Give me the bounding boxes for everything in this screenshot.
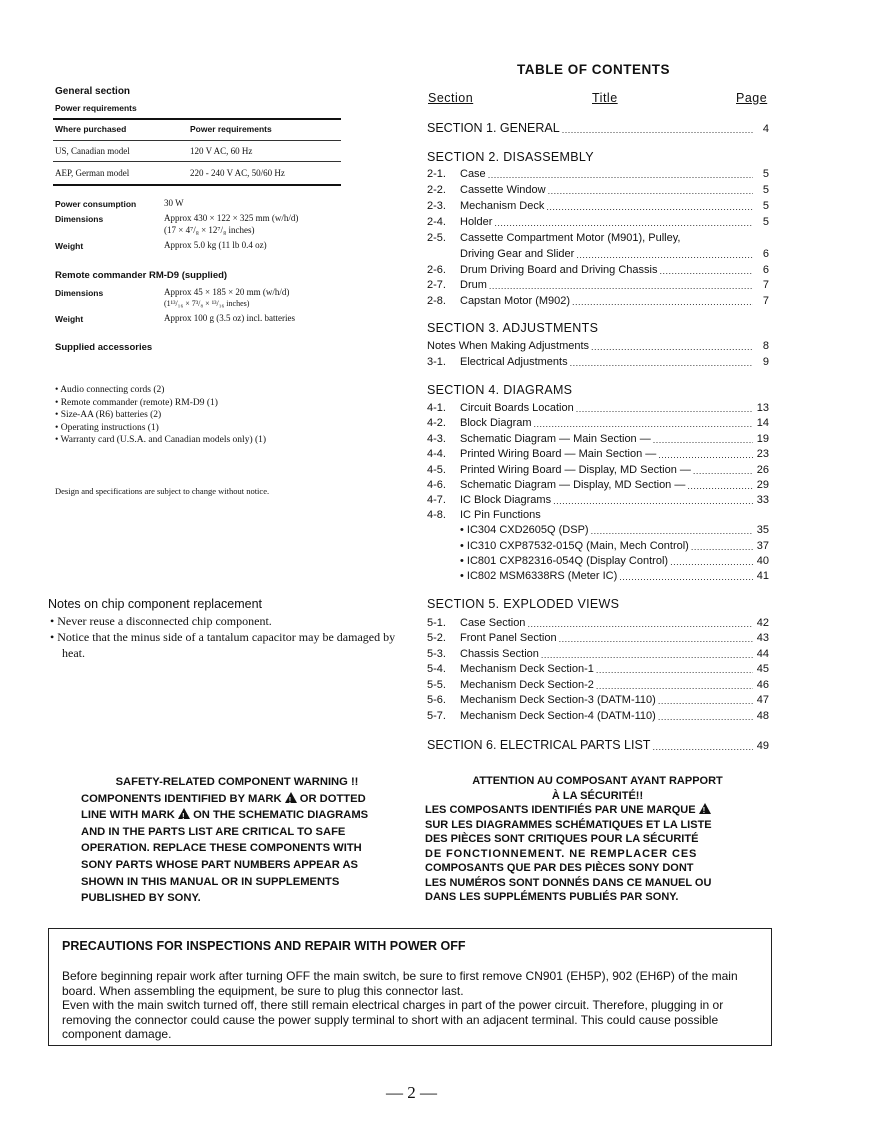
toc-entry-page: 8 — [762, 340, 769, 352]
remote-dimensions-label: Dimensions — [55, 288, 104, 298]
precautions-box — [48, 928, 772, 1046]
toc-entry-title: • IC802 MSM6338RS (Meter IC) — [460, 570, 618, 582]
toc-col-title: Title — [592, 91, 618, 105]
divider — [53, 161, 341, 162]
toc-entry[interactable] — [427, 181, 769, 196]
warning-triangle-icon — [178, 808, 190, 819]
leader-dots — [553, 496, 753, 506]
leader-dots — [591, 526, 753, 536]
toc-entry-number: 4-1. — [427, 402, 446, 414]
weight-label: Weight — [55, 241, 84, 251]
safety-warning-french: ATTENTION AU COMPOSANT AYANT RAPPORT À LA SÉCURITÉ!! LES COMPOSANTS IDENTIFIÉS PAR UNE MARQUE ! SUR LES DIAGRAMMES SCHÉMATIQUES ET LA LISTE DES PIÈCES SONT CRITIQUES POUR LA SÉCURITÉ DE FONCTIONNEMENT. NE REMPLACER CES COMPOSANTS QUE PAR DES PIÈCES SONY DONT LES NUMÉROS SONT DONNÉS DANS CE MANUEL OU DANS LES SUPPLÉMENTS PUBLIÉS PAR SONY. — [425, 774, 770, 905]
toc-entry-page: 44 — [756, 648, 769, 660]
toc-entry-number: 4-6. — [427, 479, 446, 491]
table-row-model: AEP, German model — [55, 168, 130, 178]
power-consumption-label: Power consumption — [55, 199, 137, 209]
leader-dots — [658, 450, 753, 460]
toc-entry-page: 14 — [756, 417, 769, 429]
toc-entry[interactable] — [427, 461, 769, 476]
warning-title: SAFETY-RELATED COMPONENT WARNING !! — [115, 776, 359, 788]
table-header-where: Where purchased — [55, 124, 127, 134]
accessories-heading: Supplied accessories — [55, 342, 153, 353]
toc-entry[interactable] — [427, 445, 769, 460]
toc-entry-page: 47 — [756, 694, 769, 706]
toc-entry[interactable] — [427, 337, 769, 352]
remote-dimensions-inches: (1¹³/₁₆ × 7³/₈ × ¹³/₁₆ inches) — [164, 299, 250, 308]
toc-entry-page: 26 — [756, 464, 769, 476]
leader-dots — [576, 404, 753, 414]
dimensions-value: Approx 430 × 122 × 325 mm (w/h/d) — [164, 213, 299, 223]
toc-entry[interactable] — [427, 430, 769, 445]
toc-entry-title: • IC310 CXP87532-015Q (Main, Mech Control) — [460, 540, 689, 552]
toc-entry-page: 41 — [756, 570, 769, 582]
toc-entry[interactable] — [427, 399, 769, 414]
toc-entry[interactable] — [427, 629, 769, 644]
toc-entry-title: Drum — [460, 279, 487, 291]
toc-entry-number: 2-1. — [427, 168, 446, 180]
leader-dots — [559, 634, 753, 644]
leader-dots — [652, 742, 753, 752]
warning-triangle-icon — [285, 792, 297, 803]
toc-entry-title: SECTION 6. ELECTRICAL PARTS LIST — [427, 738, 651, 752]
power-consumption-value: 30 W — [164, 198, 184, 208]
toc-entry-page: 29 — [756, 479, 769, 491]
toc-entry[interactable] — [427, 118, 769, 135]
toc-entry-page: 19 — [756, 433, 769, 445]
toc-entry-number: 5-3. — [427, 648, 446, 660]
precautions-paragraph: Before beginning repair work after turning OFF the main switch, be sure to first remove CN901 (EH5P), 902 (EH6P) of the main board. When assembling the equipment, be sure to plug this connector last. — [62, 969, 738, 998]
toc-col-section: Section — [428, 91, 474, 105]
toc-entry[interactable] — [427, 353, 769, 368]
toc-entry[interactable] — [427, 245, 769, 260]
leader-dots — [653, 435, 753, 445]
divider — [53, 118, 341, 120]
list-item: • Audio connecting cords (2) — [55, 384, 310, 397]
disclaimer: Design and specifications are subject to change without notice. — [55, 486, 270, 496]
toc-entry-title: Block Diagram — [460, 417, 532, 429]
toc-entry-number: 4-8. — [427, 509, 446, 521]
leader-dots — [596, 681, 753, 691]
toc-entry-page: 6 — [762, 248, 769, 260]
toc-entry-page: 4 — [762, 123, 769, 135]
toc-entry-title: Mechanism Deck — [460, 200, 545, 212]
remote-dimensions-value: Approx 45 × 185 × 20 mm (w/h/d) — [164, 287, 290, 297]
leader-dots — [619, 572, 753, 582]
toc-entry[interactable] — [427, 414, 769, 429]
toc-entry-page: 5 — [762, 168, 769, 180]
leader-dots — [576, 250, 753, 260]
precautions-paragraph: Even with the main switch turned off, there still remain electrical charges in part of the power circuit. Therefore, plugging in or removing the connector could cause the power supply terminal to short with an adjacent terminal. This could cause possible component damage. — [62, 998, 724, 1041]
list-item: • Operating instructions (1) — [55, 422, 310, 435]
general-section-heading: General section — [55, 86, 131, 97]
toc-entry-title: Case Section — [460, 617, 526, 629]
toc-entry-number: 4-4. — [427, 448, 446, 460]
toc-entry-title: Schematic Diagram — Display, MD Section — — [460, 479, 686, 491]
toc-entry[interactable] — [427, 660, 769, 675]
toc-entry[interactable] — [427, 521, 769, 536]
toc-entry[interactable] — [427, 476, 769, 491]
toc-entry[interactable] — [427, 735, 769, 752]
section-heading: SECTION 3. ADJUSTMENTS — [427, 321, 599, 335]
divider — [53, 184, 341, 186]
toc-entry-page: 5 — [762, 200, 769, 212]
toc-entry-page: 9 — [762, 356, 769, 368]
toc-entry-number: 2-6. — [427, 264, 446, 276]
toc-entry-number: 3-1. — [427, 356, 446, 368]
toc-entry[interactable] — [427, 491, 769, 506]
toc-entry-title: Capstan Motor (M902) — [460, 295, 571, 307]
notes-list — [50, 613, 398, 661]
toc-entry-title: Chassis Section — [460, 648, 539, 660]
toc-entry[interactable] — [427, 197, 769, 212]
toc-entry-number: 5-7. — [427, 710, 446, 722]
toc-entry-number: 4-5. — [427, 464, 446, 476]
remote-weight-value: Approx 100 g (3.5 oz) incl. batteries — [164, 313, 295, 323]
toc-entry-title: Mechanism Deck Section-1 — [460, 663, 594, 675]
leader-dots — [570, 358, 753, 368]
toc-entry-title: Schematic Diagram — Main Section — — [460, 433, 651, 445]
section-heading: SECTION 5. EXPLODED VIEWS — [427, 597, 620, 611]
toc-entry-title: IC Block Diagrams — [460, 494, 552, 506]
section-heading: SECTION 4. DIAGRAMS — [427, 383, 573, 397]
toc-entry-title: Cassette Compartment Motor (M901), Pulley, — [460, 232, 681, 244]
toc-entry-number: 4-7. — [427, 494, 446, 506]
toc-entry-number: 2-5. — [427, 232, 446, 244]
toc-entry-page: 43 — [756, 632, 769, 644]
toc-entry-title: Mechanism Deck Section-3 (DATM-110) — [460, 694, 656, 706]
leader-dots — [488, 170, 753, 180]
list-item: • Warranty card (U.S.A. and Canadian models only) (1) — [55, 434, 310, 447]
toc-entry-page: 46 — [756, 679, 769, 691]
toc-entry-number: 5-2. — [427, 632, 446, 644]
toc-entry-number: 2-2. — [427, 184, 446, 196]
leader-dots — [562, 125, 753, 135]
toc-entry-number: 5-4. — [427, 663, 446, 675]
power-requirements-heading: Power requirements — [55, 103, 137, 113]
leader-dots — [527, 619, 753, 629]
toc-entry-page: 13 — [756, 402, 769, 414]
dimensions-label: Dimensions — [55, 214, 104, 224]
toc-entry[interactable] — [427, 645, 769, 660]
safety-warning-english: SAFETY-RELATED COMPONENT WARNING !! COMPONENTS IDENTIFIED BY MARK ! OR DOTTED LINE WITH MARK ! ON THE SCHEMATIC DIAGRAMS AND IN THE PARTS LIST ARE CRITICAL TO SAFE OPERATION. REPLACE THESE COMPONENTS WITH SONY PARTS WHOSE PART NUMBERS APPEAR AS SHOWN IN THIS MANUAL OR IN SUPPLEMENTS PUBLISHED BY SONY. — [81, 774, 393, 907]
section-heading: SECTION 2. DISASSEMBLY — [427, 150, 594, 164]
toc-entry[interactable] — [427, 567, 769, 582]
toc-entry[interactable] — [427, 213, 769, 228]
remote-heading: Remote commander RM-D9 (supplied) — [55, 270, 228, 281]
toc-entry[interactable] — [427, 292, 769, 307]
leader-dots — [494, 218, 753, 228]
toc-entry-page: 45 — [756, 663, 769, 675]
toc-entry-number: 5-5. — [427, 679, 446, 691]
toc-entry-page: 49 — [756, 740, 769, 752]
remote-weight-label: Weight — [55, 314, 84, 324]
toc-entry-title: SECTION 1. GENERAL — [427, 121, 560, 135]
toc-entry-page: 23 — [756, 448, 769, 460]
leader-dots — [687, 481, 753, 491]
leader-dots — [489, 281, 753, 291]
toc-entry-title: IC Pin Functions — [460, 509, 541, 521]
table-header-power: Power requirements — [190, 124, 272, 134]
toc-entry[interactable] — [427, 261, 769, 276]
toc-entry-number: 4-3. — [427, 433, 446, 445]
table-row-power: 120 V AC, 60 Hz — [190, 146, 253, 156]
leader-dots — [670, 557, 753, 567]
toc-entry-title: Notes When Making Adjustments — [427, 340, 590, 352]
toc-entry[interactable] — [427, 676, 769, 691]
toc-entry-title: Cassette Window — [460, 184, 546, 196]
toc-entry[interactable] — [427, 276, 769, 291]
toc-entry[interactable] — [427, 707, 769, 722]
leader-dots — [572, 297, 753, 307]
toc-entry-page: 5 — [762, 216, 769, 228]
leader-dots — [693, 466, 753, 476]
toc-entry-title: Circuit Boards Location — [460, 402, 574, 414]
toc-entry[interactable] — [427, 537, 769, 552]
toc-entry-number: 2-3. — [427, 200, 446, 212]
toc-entry-title: Printed Wiring Board — Display, MD Section — — [460, 464, 691, 476]
list-item: • Never reuse a disconnected chip component. — [50, 613, 398, 629]
toc-entry-page: 42 — [756, 617, 769, 629]
toc-entry-title: Holder — [460, 216, 493, 228]
warning-triangle-icon — [699, 803, 711, 814]
list-item: • Size-AA (R6) batteries (2) — [55, 409, 310, 422]
toc-entry-page: 40 — [756, 555, 769, 567]
toc-entry-title: • IC304 CXD2605Q (DSP) — [460, 524, 589, 536]
toc-entry-title: Case — [460, 168, 486, 180]
leader-dots — [546, 202, 753, 212]
toc-entry-page: 48 — [756, 710, 769, 722]
toc-entry-number: 5-1. — [427, 617, 446, 629]
divider — [53, 140, 341, 141]
toc-entry-title: Driving Gear and Slider — [460, 248, 575, 260]
toc-entry-title: Mechanism Deck Section-4 (DATM-110) — [460, 710, 656, 722]
leader-dots — [691, 542, 753, 552]
notes-title: Notes on chip component replacement — [48, 597, 263, 611]
toc-entry-title: Drum Driving Board and Driving Chassis — [460, 264, 658, 276]
toc-entry-title: Printed Wiring Board — Main Section — — [460, 448, 657, 460]
toc-entry[interactable] — [427, 229, 769, 244]
table-row-power: 220 - 240 V AC, 50/60 Hz — [190, 168, 285, 178]
toc-entry-page: 6 — [762, 264, 769, 276]
toc-entry[interactable] — [427, 506, 769, 521]
toc-entry-number: 2-4. — [427, 216, 446, 228]
leader-dots — [596, 665, 753, 675]
toc-entry-page: 37 — [756, 540, 769, 552]
warning-title: ATTENTION AU COMPOSANT AYANT RAPPORT — [472, 775, 723, 787]
leader-dots — [541, 650, 753, 660]
toc-entry[interactable] — [427, 691, 769, 706]
toc-entry[interactable] — [427, 165, 769, 180]
page-number: — 2 — — [386, 1083, 437, 1102]
leader-dots — [591, 342, 753, 352]
toc-entry[interactable] — [427, 614, 769, 629]
toc-entry-title: Front Panel Section — [460, 632, 557, 644]
toc-title: TABLE OF CONTENTS — [517, 62, 670, 77]
leader-dots — [548, 186, 753, 196]
dimensions-inches: (17 × 4⁷/₈ × 12⁷/₈ inches) — [164, 225, 255, 235]
table-row-model: US, Canadian model — [55, 146, 130, 156]
toc-entry-page: 35 — [756, 524, 769, 536]
toc-entry-title: Mechanism Deck Section-2 — [460, 679, 594, 691]
toc-entry-page: 5 — [762, 184, 769, 196]
weight-value: Approx 5.0 kg (11 lb 0.4 oz) — [164, 240, 267, 250]
toc-entry-number: 2-8. — [427, 295, 446, 307]
toc-entry-title: Electrical Adjustments — [460, 356, 568, 368]
toc-entry-number: 2-7. — [427, 279, 446, 291]
accessories-list — [55, 384, 310, 447]
toc-entry-number: 5-6. — [427, 694, 446, 706]
list-item: • Notice that the minus side of a tantalum capacitor may be damaged by heat. — [50, 629, 398, 661]
toc-entry-title: • IC801 CXP82316-054Q (Display Control) — [460, 555, 669, 567]
toc-col-page: Page — [736, 91, 768, 105]
leader-dots — [659, 266, 753, 276]
precautions-body — [62, 969, 762, 1042]
leader-dots — [534, 419, 753, 429]
leader-dots — [658, 696, 753, 706]
precautions-title: PRECAUTIONS FOR INSPECTIONS AND REPAIR WITH POWER OFF — [62, 939, 466, 953]
warning-title: À LA SÉCURITÉ!! — [551, 789, 644, 802]
toc-entry-page: 7 — [762, 279, 769, 291]
toc-entry-page: 7 — [762, 295, 769, 307]
toc-entry-number: 4-2. — [427, 417, 446, 429]
toc-entry-page: 33 — [756, 494, 769, 506]
list-item: • Remote commander (remote) RM-D9 (1) — [55, 397, 310, 410]
toc-entry[interactable] — [427, 552, 769, 567]
leader-dots — [658, 712, 753, 722]
